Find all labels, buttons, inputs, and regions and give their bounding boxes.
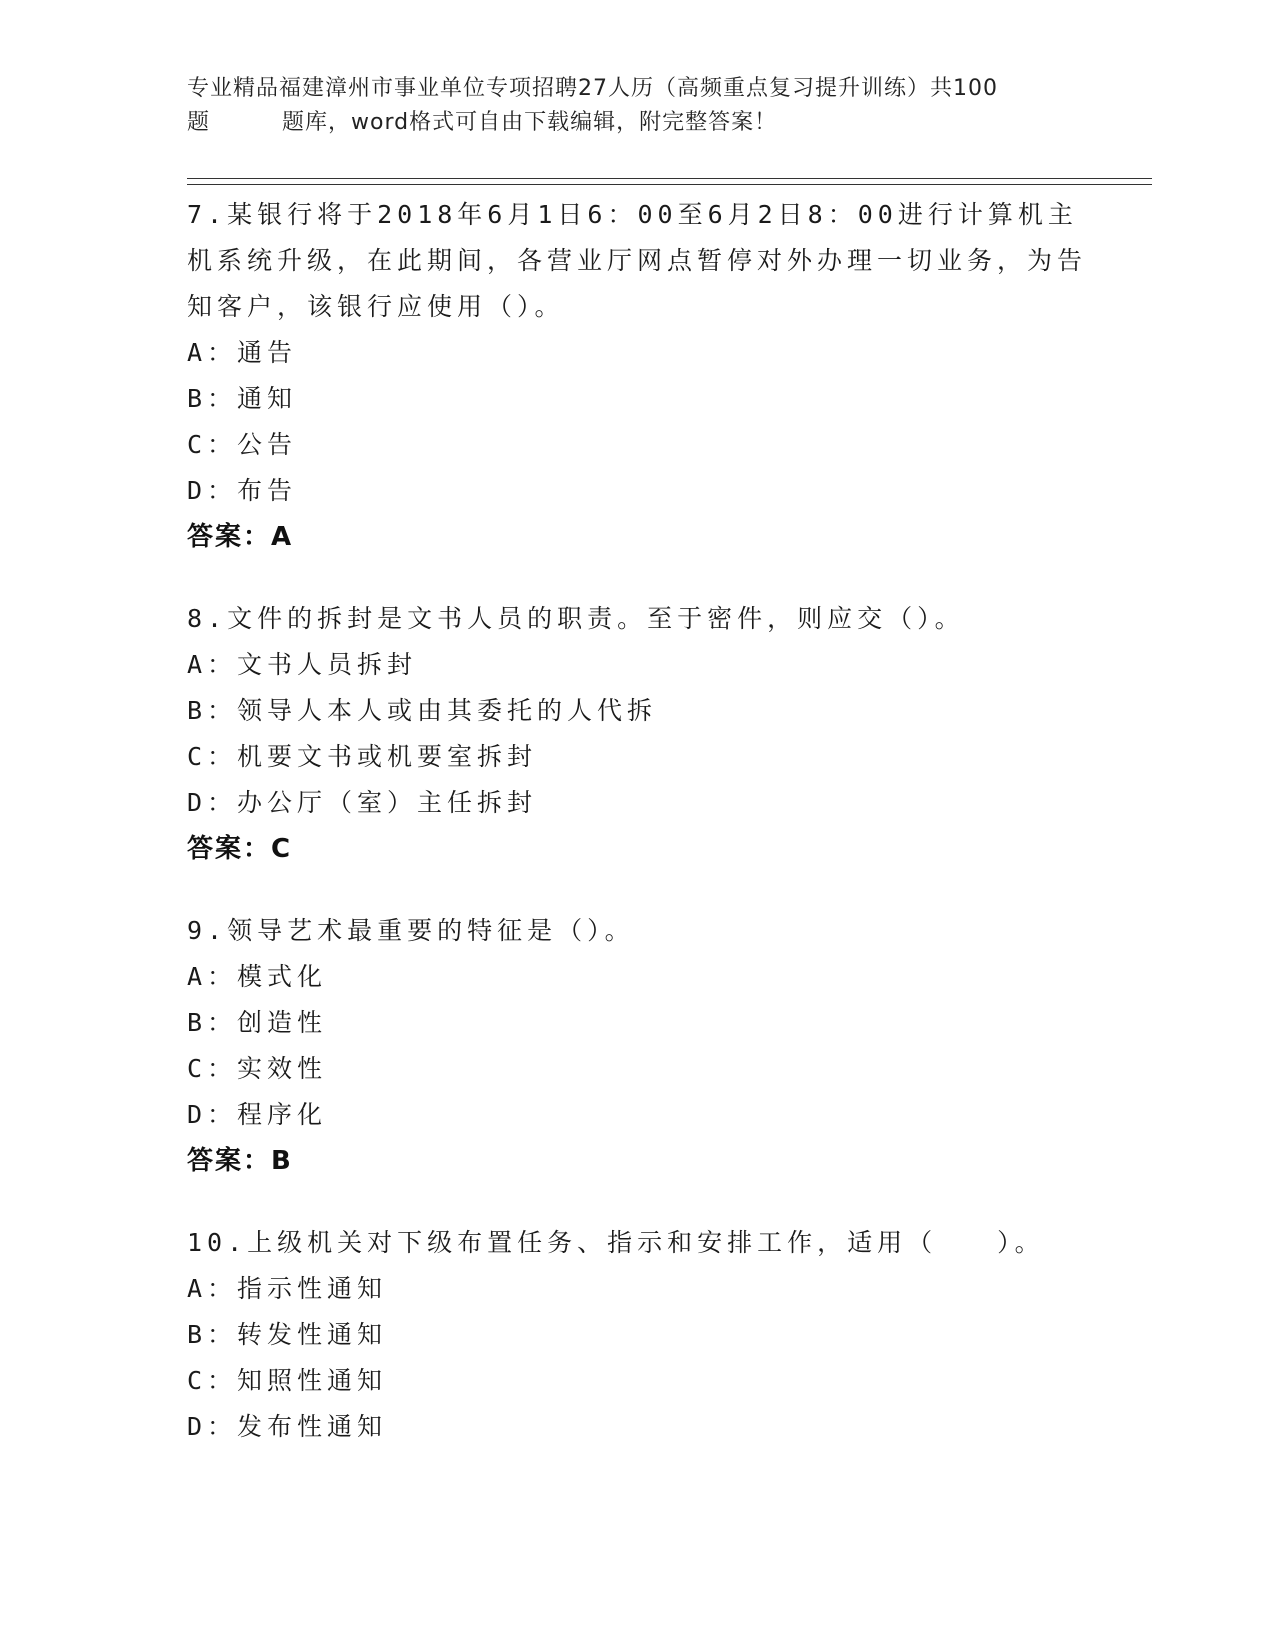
option-b: B：转发性通知	[187, 1320, 388, 1349]
header-subtitle-line	[187, 106, 1087, 140]
question-stem: 7.某银行将于2018年6月1日6：00至6月2日8：00进行计算机主机系统升级，在此期间，各营业厅网点暂停对外办理一切业务，为告知客户，该银行应使用（）。	[187, 200, 1088, 321]
option-c: C：实效性	[187, 1054, 328, 1083]
question-10	[187, 1220, 1087, 1450]
option-a: A：文书人员拆封	[187, 650, 418, 679]
question-list	[187, 192, 1087, 1486]
question-8	[187, 596, 1087, 872]
header-subtitle-right: 题库，word格式可自由下载编辑，附完整答案！	[282, 110, 778, 135]
header-title-line: 专业精品福建漳州市事业单位专项招聘27人历（高频重点复习提升训练）共100	[187, 76, 998, 101]
question-stem: 10.上级机关对下级布置任务、指示和安排工作，适用（ ）。	[187, 1228, 1045, 1257]
answer-line: 答案：A	[187, 522, 294, 552]
question-stem: 9.领导艺术最重要的特征是（）。	[187, 916, 635, 945]
option-a: A：模式化	[187, 962, 328, 991]
header-divider-bottom	[187, 184, 1152, 185]
question-7	[187, 192, 1087, 560]
header-divider-top	[187, 178, 1152, 179]
option-c: C：公告	[187, 430, 298, 459]
option-c: C：机要文书或机要室拆封	[187, 742, 538, 771]
option-b: B：创造性	[187, 1008, 328, 1037]
document-header	[187, 72, 1087, 140]
option-d: D：发布性通知	[187, 1412, 388, 1441]
question-stem: 8.文件的拆封是文书人员的职责。至于密件，则应交（）。	[187, 604, 965, 633]
option-c: C：知照性通知	[187, 1366, 388, 1395]
option-a: A：指示性通知	[187, 1274, 388, 1303]
option-d: D：程序化	[187, 1100, 328, 1129]
option-d: D：布告	[187, 476, 298, 505]
header-subtitle-left: 题	[187, 110, 211, 135]
answer-line: 答案：B	[187, 1146, 293, 1176]
answer-line: 答案：C	[187, 834, 293, 864]
option-a: A：通告	[187, 338, 298, 367]
option-b: B：通知	[187, 384, 298, 413]
option-d: D：办公厅（室）主任拆封	[187, 788, 538, 817]
question-9	[187, 908, 1087, 1184]
option-b: B：领导人本人或由其委托的人代拆	[187, 696, 658, 725]
